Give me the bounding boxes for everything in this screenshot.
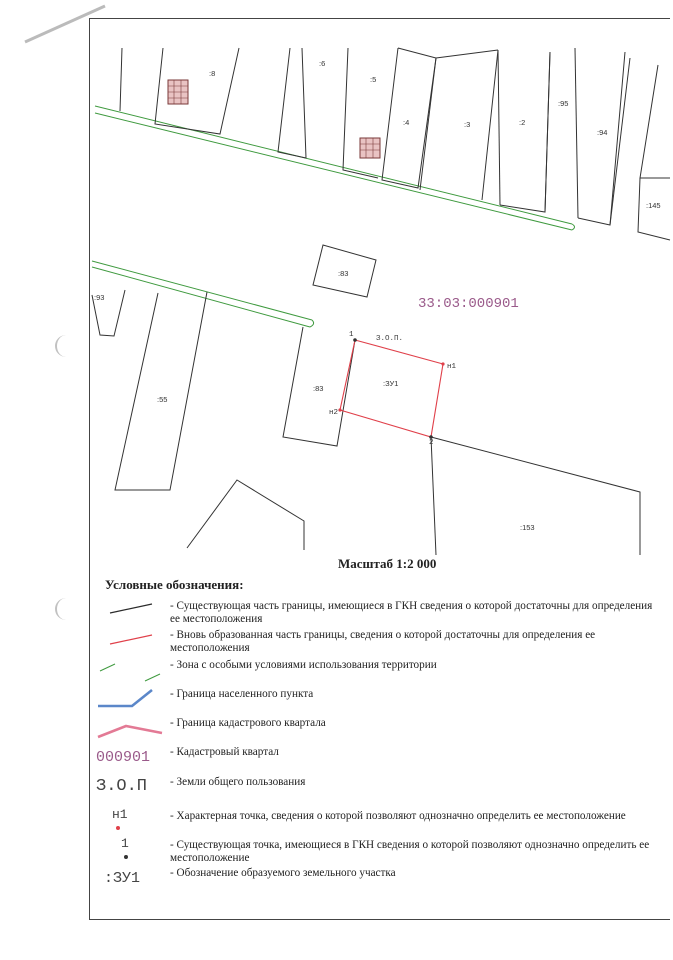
legend-item-text: - Вновь образованная часть границы, сведения о которой достаточны для определения ее местоположения — [170, 629, 596, 654]
point-label: н1 — [447, 363, 457, 371]
parcel-label: :4 — [403, 118, 410, 127]
legend-existing-point-label: 1 — [121, 836, 129, 851]
new-point — [441, 362, 444, 365]
new-parcel-label: :ЗУ1 — [383, 379, 399, 388]
legend-zone-line — [100, 664, 160, 681]
point-label: 2 — [429, 439, 434, 447]
parcel-label: :5 — [370, 75, 377, 84]
legend-existing-line — [110, 604, 152, 613]
new-parcel-boundary — [340, 340, 443, 437]
parcel-label: :83 — [338, 269, 349, 278]
scan-mark — [25, 6, 105, 42]
legend-title: Условные обозначения: — [105, 577, 244, 592]
point-label: н2 — [329, 409, 339, 417]
existing-boundaries — [92, 48, 670, 555]
legend-item-text: - Обозначение образуемого земельного участка — [170, 867, 396, 879]
parcel-label: :2 — [519, 118, 526, 127]
legend-item-text: - Земли общего пользования — [170, 776, 306, 788]
legend-new-point — [116, 826, 120, 830]
legend-item-text: - Существующая точка, имеющиеся в ГКН сведения о которой позволяют однозначно определить ее местоположение — [170, 839, 650, 864]
parcel-label: :95 — [558, 99, 569, 108]
legend-zop-symbol: З.О.П — [96, 777, 148, 796]
legend-item-text: - Существующая часть границы, имеющиеся в ГКН сведения о которой достаточны для определения ее местоположения — [170, 600, 653, 625]
road-upper — [95, 106, 575, 230]
parcel-label: :8 — [209, 69, 216, 78]
parcel-label: :3 — [464, 120, 471, 129]
scale-label: Масштаб 1:2 000 — [338, 556, 437, 571]
parcel-label: :6 — [319, 59, 326, 68]
legend-item-text: - Граница кадастрового квартала — [170, 717, 326, 729]
point-label: 1 — [349, 331, 354, 339]
legend-settlement-line — [98, 690, 152, 706]
legend-item-text: - Кадастровый квартал — [170, 746, 279, 758]
new-point — [338, 408, 341, 411]
parcel-label: :55 — [157, 395, 168, 404]
legend-new-point-label: н1 — [112, 807, 128, 822]
parcel-label: :153 — [520, 523, 535, 532]
legend-existing-point — [124, 855, 128, 859]
parcel-label: :94 — [597, 128, 608, 137]
parcel-label: :145 — [646, 201, 661, 210]
parcel-label: :83 — [313, 384, 324, 393]
legend-item-text: - Характерная точка, сведения о которой позволяют однозначно определить ее местоположение — [170, 810, 626, 822]
parcel-label: :93 — [94, 293, 105, 302]
building — [168, 80, 188, 104]
zop-label: З.О.П. — [376, 335, 404, 343]
legend-quarter-symbol: 000901 — [96, 749, 151, 766]
legend-parcel-symbol: :ЗУ1 — [104, 870, 141, 887]
legend-item-text: - Зона с особыми условиями использования территории — [170, 659, 437, 671]
legend-quarter-line — [98, 726, 162, 737]
existing-point — [353, 338, 357, 342]
legend-new-line — [110, 635, 152, 644]
legend-item-text: - Граница населенного пункта — [170, 688, 314, 700]
building — [360, 138, 380, 158]
quarter-label: 33:03:000901 — [418, 296, 519, 312]
